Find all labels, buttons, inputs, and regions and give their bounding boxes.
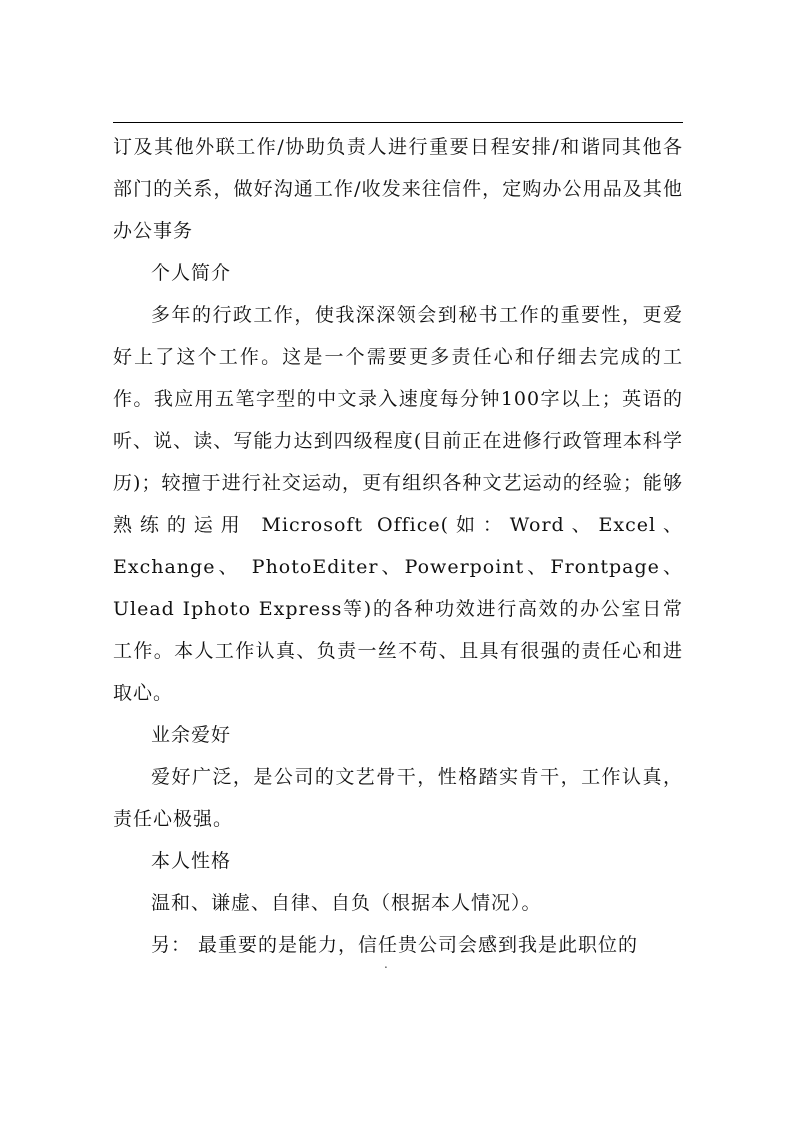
document-body xyxy=(113,126,683,966)
personality-heading: 本人性格 xyxy=(151,850,232,872)
intro-heading: 个人简介 xyxy=(151,262,232,284)
page-footer-mark: . xyxy=(384,957,388,971)
continued-paragraph: 订及其他外联工作/协助负责人进行重要日程安排/和谐同其他各部门的关系，做好沟通工作/收发来往信件，定购办公用品及其他办公事务 xyxy=(113,136,683,242)
header-rule xyxy=(113,122,683,123)
closing-line: 另： 最重要的是能力，信任贵公司会感到我是此职位的 xyxy=(151,934,639,956)
hobby-body: 爱好广泛，是公司的文艺骨干，性格踏实肯干，工作认真，责任心极强。 xyxy=(113,766,683,830)
intro-body: 多年的行政工作，使我深深领会到秘书工作的重要性，更爱好上了这个工作。这是一个需要更多责任心和仔细去完成的工作。我应用五笔字型的中文录入速度每分钟100字以上；英语的听、说、读、写能力达到四级程度(目前正在进修行政管理本科学历)；较擅于进行社交运动，更有组织各种文艺运动的经验；能够熟练的运用 Microsoft Office(如：Word、Excel、Exchange、 PhotoEditer、Powerpoint、Frontpage、Ulead Iphoto Express等)的各种功效进行高效的办公室日常工作。本人工作认真、负责一丝不苟、且具有很强的责任心和进取心。 xyxy=(113,304,683,704)
personality-body: 温和、谦虚、自律、自负（根据本人情况）。 xyxy=(151,892,542,914)
hobby-heading: 业余爱好 xyxy=(151,724,232,746)
